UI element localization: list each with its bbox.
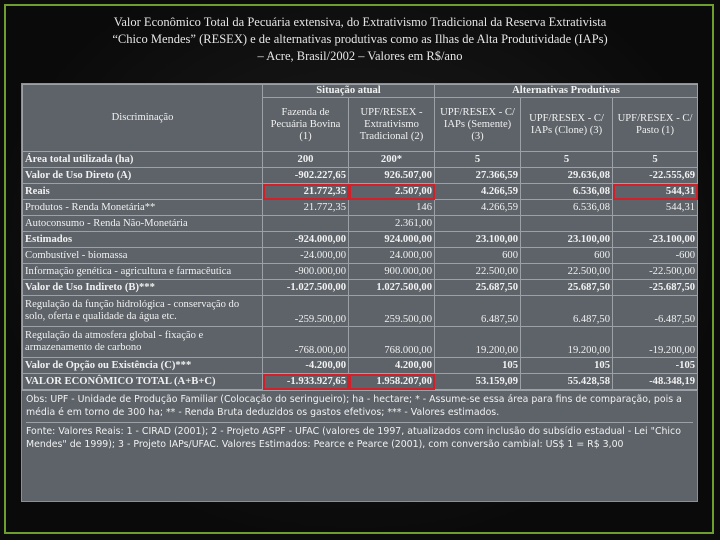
value-cell: 29.636,08 — [521, 168, 613, 184]
value-cell: 5 — [435, 152, 521, 168]
value-cell: 768.000,00 — [349, 327, 435, 358]
value-cell: -1.933.927,65 — [263, 374, 349, 390]
value-cell: 2.361,00 — [349, 216, 435, 232]
value-cell: 2.507,00 — [349, 184, 435, 200]
col-header-1: Fazenda de Pecuária Bovina (1) — [263, 98, 349, 152]
value-cell: -105 — [613, 358, 698, 374]
row-label: Regulação da função hidrológica - conservação do solo, oferta e qualidade da água etc. — [23, 296, 263, 327]
table-row — [23, 327, 698, 358]
value-cell: 53.159,09 — [435, 374, 521, 390]
value-cell: 924.000,00 — [349, 232, 435, 248]
value-cell: -4.200,00 — [263, 358, 349, 374]
value-cell: 23.100,00 — [521, 232, 613, 248]
title-line-3: – Acre, Brasil/2002 – Valores em R$/ano — [257, 49, 463, 63]
value-cell: -600 — [613, 248, 698, 264]
value-cell: 105 — [435, 358, 521, 374]
value-cell: -19.200,00 — [613, 327, 698, 358]
value-cell: -24.000,00 — [263, 248, 349, 264]
value-cell: 24.000,00 — [349, 248, 435, 264]
situacao-atual-header: Situação atual — [263, 85, 435, 98]
row-label: Reais — [23, 184, 263, 200]
value-cell: 1.958.207,00 — [349, 374, 435, 390]
value-cell: -902.227,65 — [263, 168, 349, 184]
value-cell: -22.500,00 — [613, 264, 698, 280]
row-label: Regulação da atmosfera global - fixação e armazenamento de carbono — [23, 327, 263, 358]
value-cell: -22.555,69 — [613, 168, 698, 184]
table-row — [23, 232, 698, 248]
value-cell: 22.500,00 — [435, 264, 521, 280]
row-label: Valor de Uso Indireto (B)*** — [23, 280, 263, 296]
table-row — [23, 374, 698, 390]
value-table — [22, 84, 698, 390]
value-cell: 259.500,00 — [349, 296, 435, 327]
value-cell: -48.348,19 — [613, 374, 698, 390]
row-label: Estimados — [23, 232, 263, 248]
value-cell: 5 — [521, 152, 613, 168]
obs-note: Obs: UPF - Unidade de Produção Familiar (Colocação do seringueiro); ha - hectare; * - Assume-se essa área para fins de comparação, pois a média é em torno de 300 ha; ** - Renda Bruta deduzidos os gastos efetivos; *** - Valores estimados. — [26, 394, 682, 418]
value-cell: 6.487,50 — [521, 296, 613, 327]
value-cell: 25.687,50 — [435, 280, 521, 296]
table-row — [23, 168, 698, 184]
value-cell: 544,31 — [613, 184, 698, 200]
value-cell: 6.536,08 — [521, 200, 613, 216]
table-row — [23, 216, 698, 232]
value-cell: 200* — [349, 152, 435, 168]
value-cell: -768.000,00 — [263, 327, 349, 358]
table-row — [23, 296, 698, 327]
value-cell: 5 — [613, 152, 698, 168]
table-image — [21, 83, 698, 502]
value-cell: -1.027.500,00 — [263, 280, 349, 296]
value-cell: 600 — [435, 248, 521, 264]
row-label: Combustível - biomassa — [23, 248, 263, 264]
row-label: Autoconsumo - Renda Não-Monetária — [23, 216, 263, 232]
table-row — [23, 200, 698, 216]
row-label: Produtos - Renda Monetária** — [23, 200, 263, 216]
value-cell — [435, 216, 521, 232]
value-cell: 6.536,08 — [521, 184, 613, 200]
value-cell: -900.000,00 — [263, 264, 349, 280]
value-cell: 6.487,50 — [435, 296, 521, 327]
row-label: Área total utilizada (ha) — [23, 152, 263, 168]
slide-title — [20, 14, 700, 65]
value-cell: 926.507,00 — [349, 168, 435, 184]
value-cell — [613, 216, 698, 232]
value-cell — [521, 216, 613, 232]
fonte-note: Fonte: Valores Reais: 1 - CIRAD (2001); 2 - Projeto ASPF - UFAC (valores de 1997, atualizados com inclusão do subsídio estadual - Lei "Chico Mendes" de 1999); 3 - Projeto IAPs/UFAC. Valores Estimados: Pearce e Pearce (2001), com conversão cambial: US$ 1 = R$ 3,00 — [26, 422, 693, 454]
value-cell: 4.266,59 — [435, 200, 521, 216]
value-cell: 23.100,00 — [435, 232, 521, 248]
value-cell: 55.428,58 — [521, 374, 613, 390]
table-row — [23, 184, 698, 200]
value-cell: 105 — [521, 358, 613, 374]
value-cell: 600 — [521, 248, 613, 264]
row-label: Valor de Opção ou Existência (C)*** — [23, 358, 263, 374]
table-row — [23, 264, 698, 280]
table-row — [23, 358, 698, 374]
value-cell — [263, 216, 349, 232]
row-label: Informação genética - agricultura e farmacêutica — [23, 264, 263, 280]
value-cell: 21.772,35 — [263, 184, 349, 200]
value-cell: 544,31 — [613, 200, 698, 216]
value-cell: 19.200,00 — [435, 327, 521, 358]
alternativas-header: Alternativas Produtivas — [435, 85, 698, 98]
value-cell: -259.500,00 — [263, 296, 349, 327]
col-header-3: UPF/RESEX - C/ IAPs (Semente) (3) — [435, 98, 521, 152]
value-cell: 1.027.500,00 — [349, 280, 435, 296]
col-header-4: UPF/RESEX - C/ IAPs (Clone) (3) — [521, 98, 613, 152]
value-cell: 27.366,59 — [435, 168, 521, 184]
value-cell: 22.500,00 — [521, 264, 613, 280]
header-row-1 — [23, 85, 698, 98]
title-line-2: “Chico Mendes” (RESEX) e de alternativas produtivas como as Ilhas de Alta Produtividade (IAPs) — [112, 32, 608, 46]
value-cell: -23.100,00 — [613, 232, 698, 248]
table-notes — [22, 390, 697, 454]
row-label: Valor de Uso Direto (A) — [23, 168, 263, 184]
value-cell: 19.200,00 — [521, 327, 613, 358]
value-cell: 25.687,50 — [521, 280, 613, 296]
discriminacao-header: Discriminação — [23, 85, 263, 152]
col-header-5: UPF/RESEX - C/ Pasto (1) — [613, 98, 698, 152]
value-cell: 146 — [349, 200, 435, 216]
value-cell: -924.000,00 — [263, 232, 349, 248]
value-cell: 200 — [263, 152, 349, 168]
value-cell: -25.687,50 — [613, 280, 698, 296]
row-label: VALOR ECONÔMICO TOTAL (A+B+C) — [23, 374, 263, 390]
col-header-2: UPF/RESEX - Extrativismo Tradicional (2) — [349, 98, 435, 152]
table-row — [23, 280, 698, 296]
value-cell: 21.772,35 — [263, 200, 349, 216]
value-cell: 4.266,59 — [435, 184, 521, 200]
title-line-1: Valor Econômico Total da Pecuária extensiva, do Extrativismo Tradicional da Reserva Extrativista — [113, 15, 607, 29]
value-cell: -6.487,50 — [613, 296, 698, 327]
table-row — [23, 152, 698, 168]
value-cell: 4.200,00 — [349, 358, 435, 374]
table-row — [23, 248, 698, 264]
value-cell: 900.000,00 — [349, 264, 435, 280]
